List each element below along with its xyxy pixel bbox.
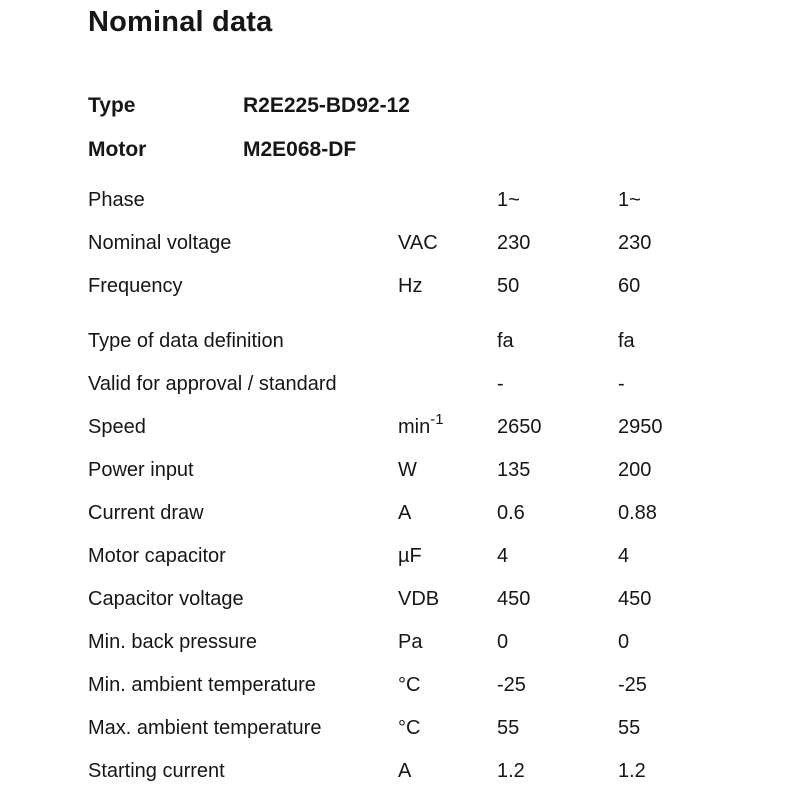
row-label: Min. ambient temperature — [88, 674, 316, 696]
table-row-motor-capacitor — [88, 535, 768, 578]
unit-superscript: -1 — [430, 411, 444, 429]
table-row-starting-current — [88, 750, 768, 793]
unit-base: °C — [398, 717, 421, 739]
product-identification — [88, 84, 748, 172]
row-label: Capacitor voltage — [88, 588, 244, 610]
row-unit — [398, 459, 497, 482]
unit-base: VDB — [398, 588, 440, 610]
row-value-60hz: 1.2 — [618, 760, 646, 782]
product-motor-row — [88, 128, 748, 172]
row-value-60hz: - — [618, 373, 625, 395]
row-unit — [398, 631, 497, 654]
row-value-50hz: fa — [497, 330, 514, 352]
unit-base: A — [398, 502, 412, 524]
table-row-phase — [88, 179, 768, 222]
unit-base: VAC — [398, 232, 438, 254]
row-label: Min. back pressure — [88, 631, 257, 653]
type-value: R2E225-BD92-12 — [243, 94, 410, 117]
row-unit — [398, 545, 497, 568]
row-value-50hz: -25 — [497, 674, 526, 696]
type-label: Type — [88, 94, 136, 117]
table-row-type-of-data-definition — [88, 320, 768, 363]
unit-base: min — [398, 416, 431, 438]
motor-label: Motor — [88, 138, 147, 161]
table-row-max-ambient-temperature — [88, 707, 768, 750]
row-label: Speed — [88, 416, 146, 438]
row-label: Starting current — [88, 760, 225, 782]
unit-base: Hz — [398, 275, 423, 297]
row-value-50hz: 1~ — [497, 189, 520, 211]
row-value-60hz: 0.88 — [618, 502, 657, 524]
row-value-60hz: 2950 — [618, 416, 663, 438]
row-unit — [398, 717, 497, 740]
row-unit — [398, 674, 497, 697]
row-unit — [398, 588, 497, 611]
row-value-60hz: fa — [618, 330, 635, 352]
row-value-60hz: 1~ — [618, 189, 641, 211]
row-value-50hz: 135 — [497, 459, 531, 481]
row-value-50hz: 4 — [497, 545, 509, 567]
row-value-50hz: 230 — [497, 232, 531, 254]
row-value-50hz: 50 — [497, 275, 520, 297]
page-title: Nominal data — [88, 6, 273, 38]
motor-value: M2E068-DF — [243, 138, 357, 161]
row-label: Nominal voltage — [88, 232, 232, 254]
row-value-60hz: 60 — [618, 275, 641, 297]
table-row-speed — [88, 406, 768, 449]
row-value-60hz: 4 — [618, 545, 630, 567]
product-type-row — [88, 84, 748, 128]
row-value-50hz: 0 — [497, 631, 509, 653]
row-value-50hz: - — [497, 373, 504, 395]
row-value-60hz: 450 — [618, 588, 652, 610]
table-row-min-ambient-temperature — [88, 664, 768, 707]
unit-base: A — [398, 760, 412, 782]
row-label: Motor capacitor — [88, 545, 226, 567]
row-value-50hz: 450 — [497, 588, 531, 610]
row-unit — [398, 760, 497, 783]
row-value-60hz: -25 — [618, 674, 647, 696]
row-unit — [398, 275, 497, 298]
unit-base: W — [398, 459, 417, 481]
row-value-60hz: 0 — [618, 631, 630, 653]
table-row-valid-for-approval — [88, 363, 768, 406]
row-unit — [398, 411, 497, 439]
table-row-current-draw — [88, 492, 768, 535]
row-label: Valid for approval / standard — [88, 373, 337, 395]
row-value-50hz: 1.2 — [497, 760, 525, 782]
row-label: Frequency — [88, 275, 183, 297]
row-label: Phase — [88, 189, 145, 211]
row-label: Current draw — [88, 502, 204, 524]
table-row-frequency — [88, 265, 768, 308]
table-row-power-input — [88, 449, 768, 492]
row-value-50hz: 55 — [497, 717, 520, 739]
table-row-min-back-pressure — [88, 621, 768, 664]
row-unit — [398, 232, 497, 255]
table-row-capacitor-voltage — [88, 578, 768, 621]
row-value-60hz: 200 — [618, 459, 652, 481]
table-row-nominal-voltage — [88, 222, 768, 265]
row-value-60hz: 230 — [618, 232, 652, 254]
unit-base: °C — [398, 674, 421, 696]
row-value-50hz: 2650 — [497, 416, 542, 438]
row-label: Type of data definition — [88, 330, 284, 352]
row-label: Power input — [88, 459, 194, 481]
row-label: Max. ambient temperature — [88, 717, 322, 739]
row-value-60hz: 55 — [618, 717, 641, 739]
row-unit — [398, 502, 497, 525]
unit-base: µF — [398, 545, 422, 567]
nominal-data-table — [88, 179, 768, 793]
row-value-50hz: 0.6 — [497, 502, 525, 524]
unit-base: Pa — [398, 631, 423, 653]
